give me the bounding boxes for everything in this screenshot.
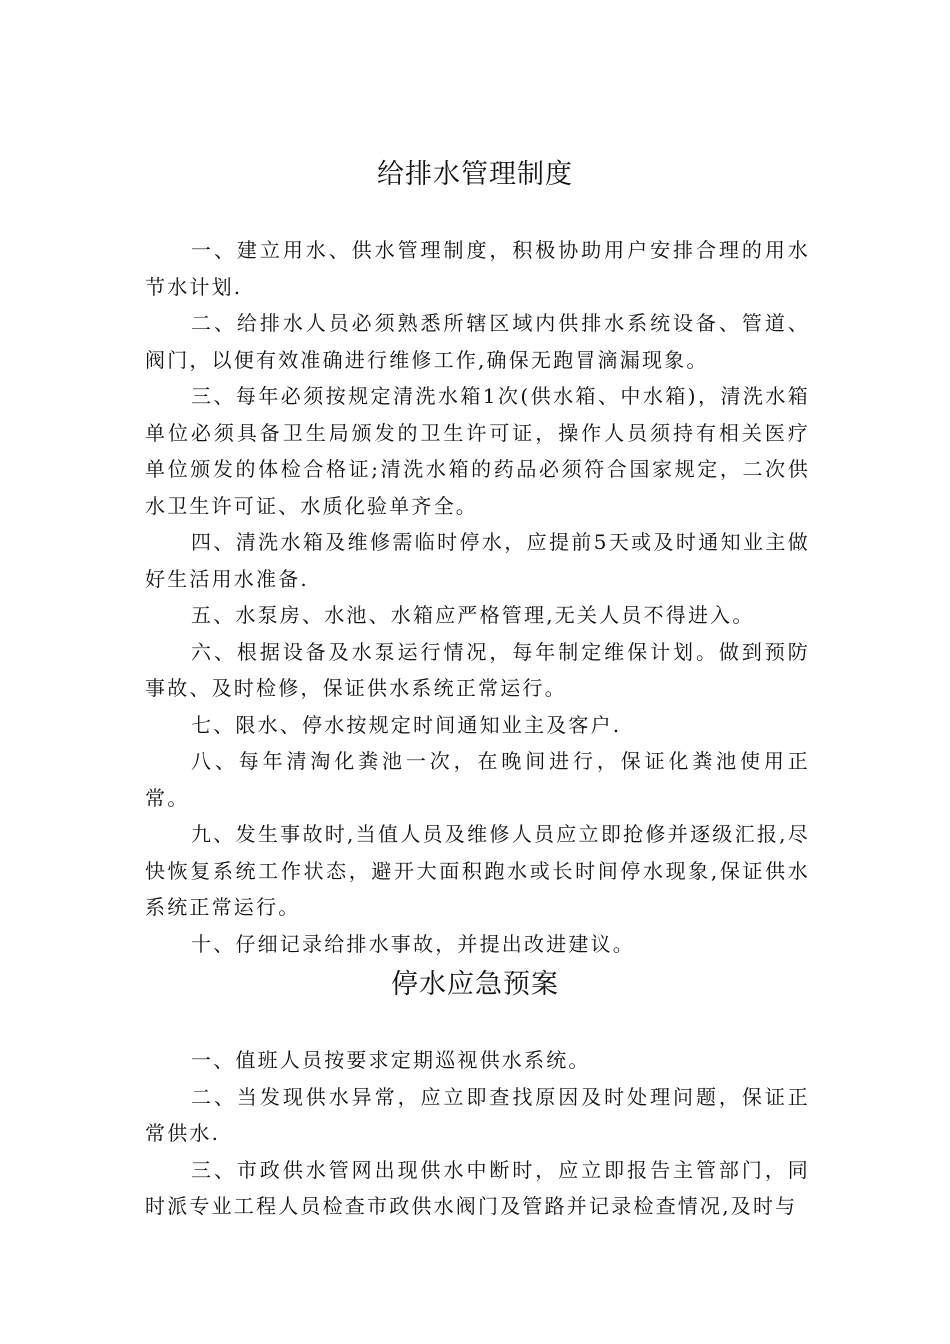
paragraph: 二、当发现供水异常，应立即查找原因及时处理问题，保证正常供水. xyxy=(145,1084,810,1145)
section-title-water-outage-emergency-plan: 停水应急预案 xyxy=(391,969,559,1000)
section-body-water-supply-management xyxy=(145,232,810,962)
section-body-water-outage-emergency-plan xyxy=(145,1042,810,1225)
paragraph: 七、限水、停水按规定时间通知业主及客户. xyxy=(191,712,622,737)
paragraph: 三、市政供水管网出现供水中断时，应立即报告主管部门，同时派专业工程人员检查市政供水阀门及管路并记录检查情况,及时与 xyxy=(145,1157,810,1218)
paragraph: 九、发生事故时,当值人员及维修人员应立即抢修并逐级汇报,尽快恢复系统工作状态，避开大面积跑水或长时间停水现象,保证供水系统正常运行。 xyxy=(145,822,810,919)
paragraph: 十、仔细记录给排水事故，并提出改进建议。 xyxy=(191,931,635,956)
paragraph: 六、根据设备及水泵运行情况，每年制定维保计划。做到预防事故、及时检修，保证供水系统正常运行。 xyxy=(145,639,810,700)
section-title-water-supply-management: 给排水管理制度 xyxy=(377,159,573,190)
paragraph: 一、建立用水、供水管理制度，积极协助用户安排合理的用水节水计划. xyxy=(145,238,810,299)
paragraph: 三、每年必须按规定清洗水箱1次(供水箱、中水箱)，清洗水箱单位必须具备卫生局颁发的卫生许可证，操作人员须持有相关医疗单位颁发的体检合格证;清洗水箱的药品必须符合国家规定，二次供水卫生许可证、水质化验单齐全。 xyxy=(145,384,810,518)
paragraph: 八、每年清淘化粪池一次，在晚间进行，保证化粪池使用正常。 xyxy=(145,749,810,810)
paragraph: 四、清洗水箱及维修需临时停水，应提前5天或及时通知业主做好生活用水准备. xyxy=(145,530,810,591)
paragraph: 五、水泵房、水池、水箱应严格管理,无关人员不得进入。 xyxy=(191,603,755,627)
paragraph: 二、给排水人员必须熟悉所辖区域内供排水系统设备、管道、阀门，以便有效准确进行维修工作,确保无跑冒滴漏现象。 xyxy=(145,311,810,372)
paragraph: 一、值班人员按要求定期巡视供水系统。 xyxy=(191,1048,591,1072)
